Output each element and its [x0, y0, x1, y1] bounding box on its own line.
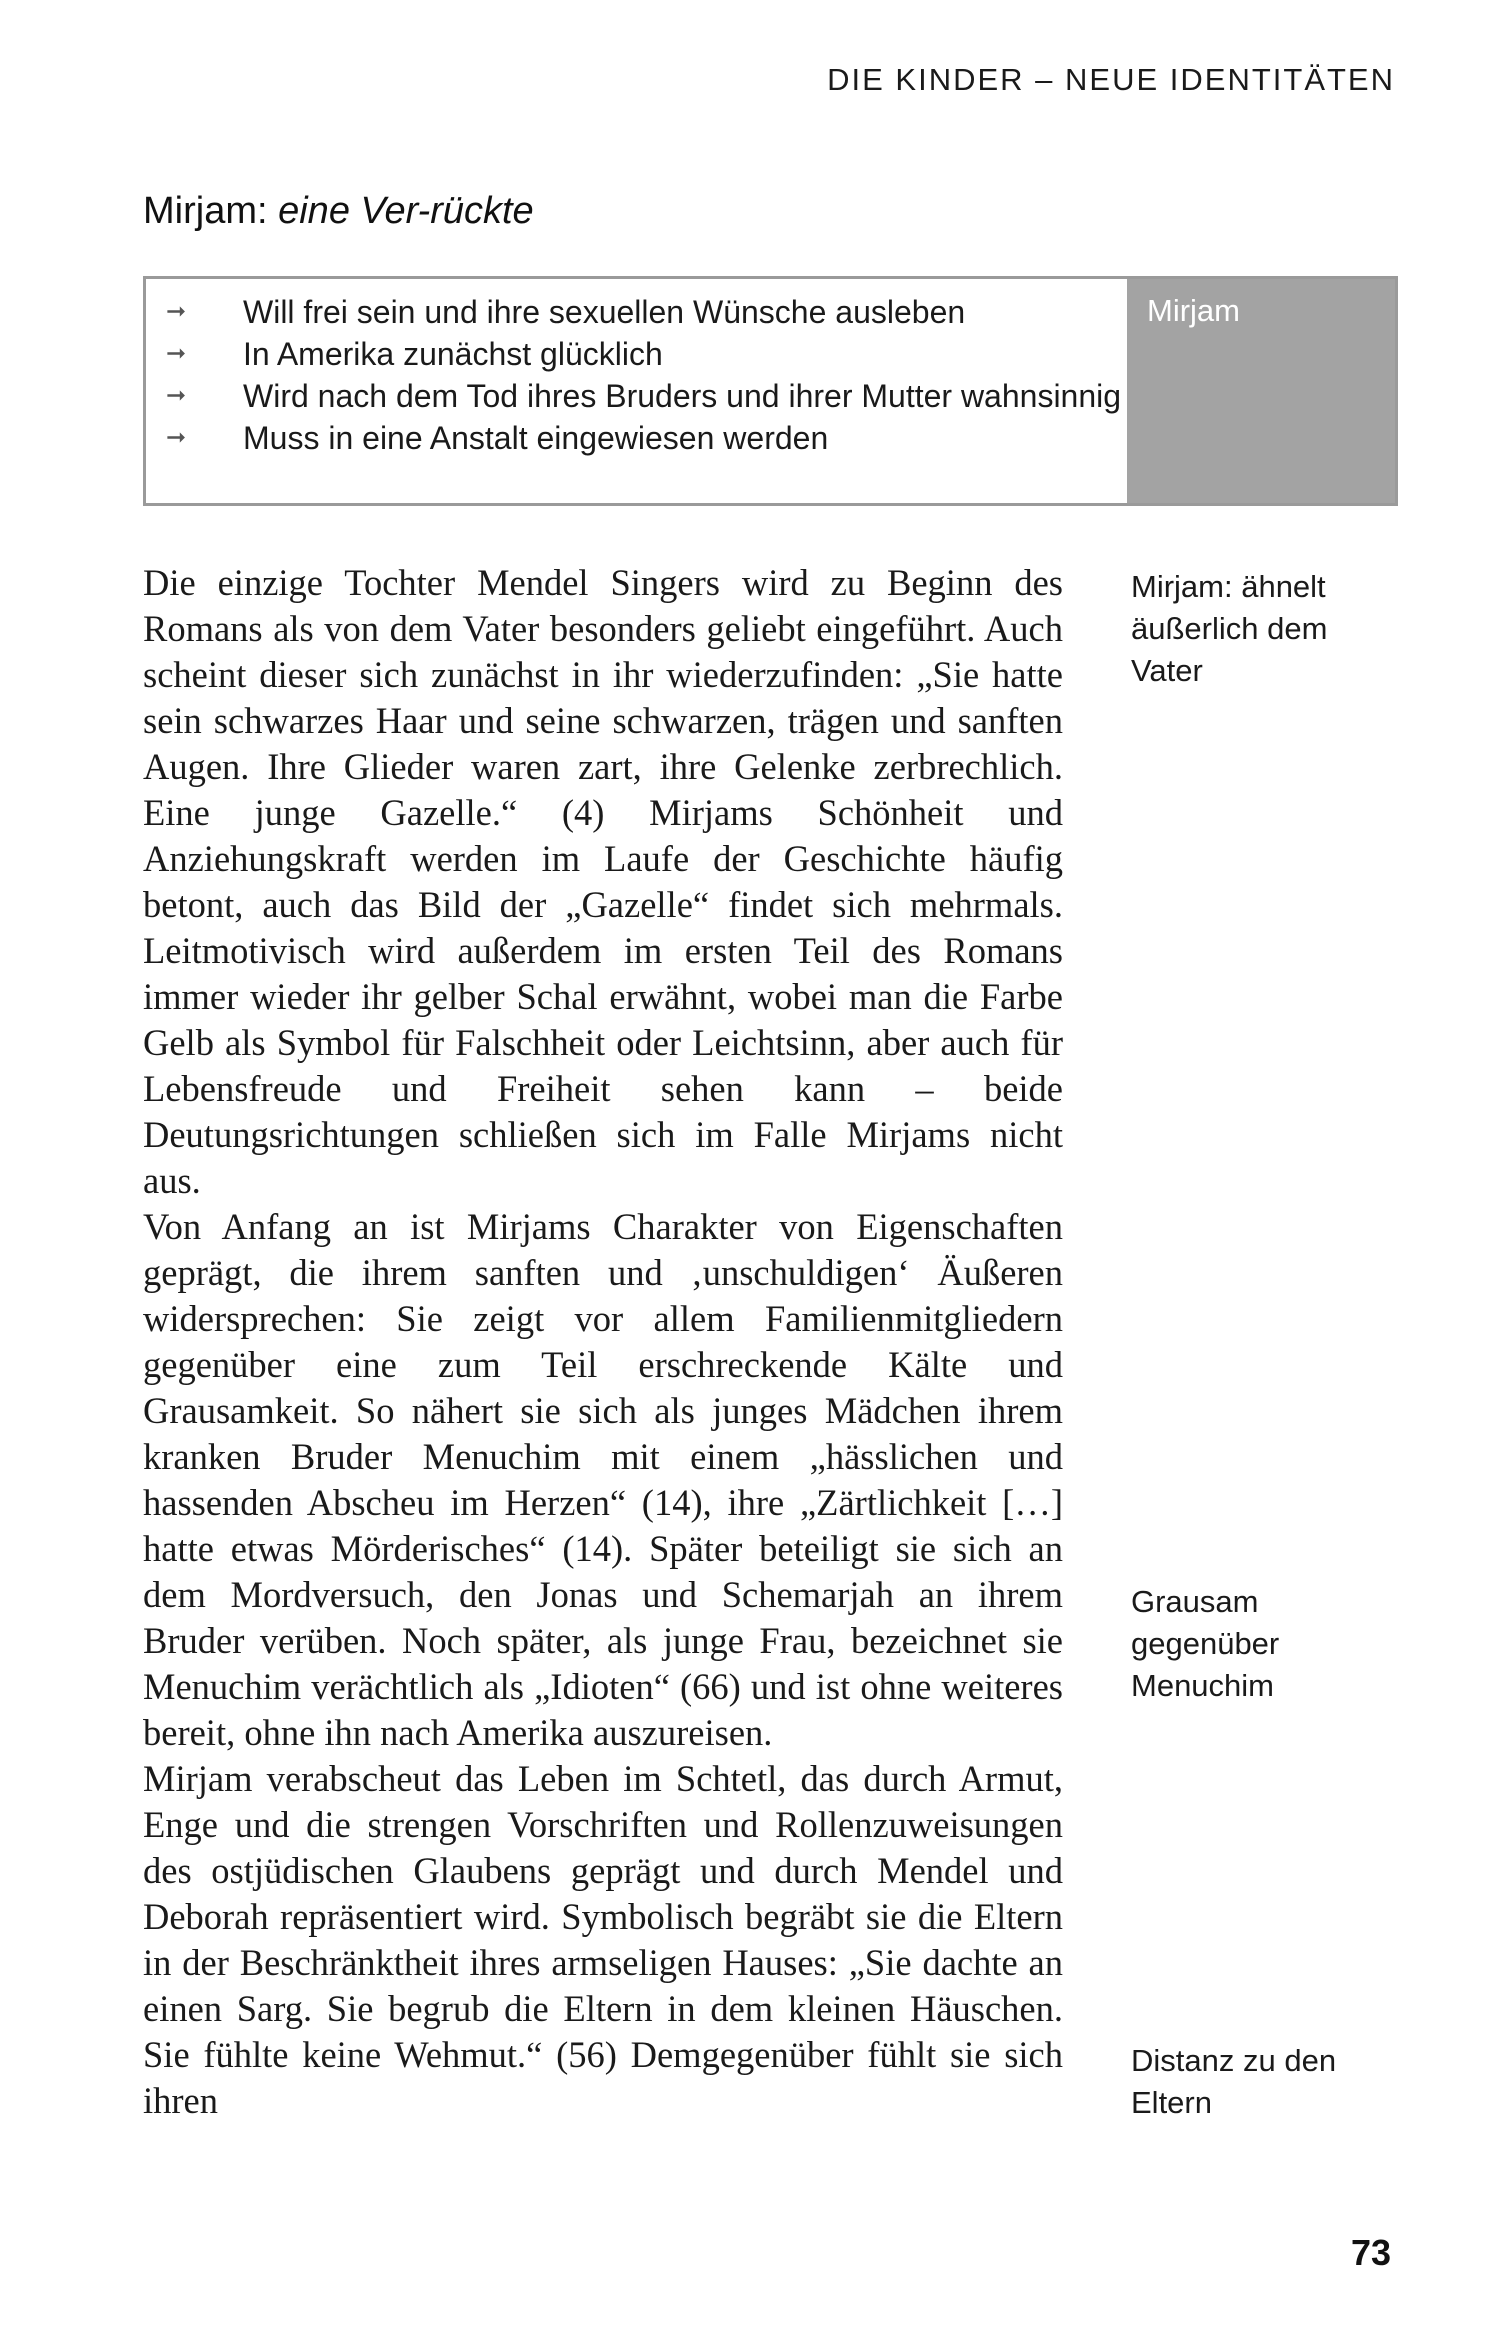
arrow-right-icon: ➞ [166, 424, 187, 451]
arrow-right-icon: ➞ [166, 382, 187, 409]
summary-list [146, 279, 1127, 503]
summary-item: ➞ Muss in eine Anstalt eingewiesen werden [146, 417, 1127, 459]
body-paragraph: Von Anfang an ist Mirjams Charakter von Eigenschaften geprägt, die ihrem sanften und ‚unschuldigen‘ Äußeren widersprechen: Sie zeigt vor allem Familienmitgliedern gegenüber eine zum Teil erschreckende Kälte und Grausamkeit. So nähert sie sich als junges Mädchen ihrem kranken Bruder Menuchim mit einem „hässlichen und hassenden Abscheu im Herzen“ (14), ihre „Zärtlichkeit […] hatte etwas Mörderisches“ (14). Später beteiligt sie sich an dem Mordversuch, den Jonas und Schemarjah an ihrem Bruder verüben. Noch später, als junge Frau, bezeichnet sie Menuchim verächtlich als „Idioten“ (66) und ist ohne weiteres bereit, ohne ihn nach Amerika auszureisen. [143, 1206, 1063, 1753]
arrow-right-icon: ➞ [166, 298, 187, 325]
arrow-right-icon: ➞ [166, 340, 187, 367]
section-title [143, 190, 534, 233]
summary-tag: Mirjam [1127, 279, 1395, 503]
body-text [143, 560, 1063, 2124]
margin-note: Distanz zu den Eltern [1131, 2043, 1337, 2120]
section-title-subtitle: eine Ver-rückte [278, 190, 534, 232]
summary-item: ➞ Will frei sein und ihre sexuellen Wünsche ausleben [146, 291, 1127, 333]
margin-note: Mirjam: ähnelt äußerlich dem Vater [1131, 569, 1328, 688]
running-head: DIE KINDER – NEUE IDENTITÄTEN [827, 62, 1395, 97]
margin-note: Grausam gegenüber Menuchim [1131, 1584, 1280, 1703]
summary-item: ➞ In Amerika zunächst glücklich [146, 333, 1127, 375]
section-title-name: Mirjam: [143, 190, 268, 232]
body-paragraph: Die einzige Tochter Mendel Singers wird zu Beginn des Romans als von dem Vater besonders geliebt eingeführt. Auch scheint dieser sich zunächst in ihr wiederzufinden: „Sie hatte sein schwarzes Haar und seine schwarzen, trägen und sanften Augen. Ihre Glieder waren zart, ihre Gelenke zerbrechlich. Eine junge Gazelle.“ (4) Mirjams Schönheit und Anziehungskraft werden im Laufe der Geschichte häufig betont, auch das Bild der „Gazelle“ findet sich mehrmals. Leitmotivisch wird außerdem im ersten Teil des Romans immer wieder ihr gelber Schal erwähnt, wobei man die Farbe Gelb als Symbol für Falschheit oder Leichtsinn, aber auch für Lebensfreude und Freiheit sehen kann – beide Deutungsrichtungen schließen sich im Falle Mirjams nicht aus. [143, 562, 1063, 1201]
body-paragraph: Mirjam verabscheut das Leben im Schtetl, das durch Armut, Enge und die strengen Vorschriften und Rollenzuweisungen des ostjüdischen Glaubens geprägt und durch Mendel und Deborah repräsentiert wird. Symbolisch begräbt sie die Eltern in der Beschränktheit ihres armseligen Hauses: „Sie dachte an einen Sarg. Sie begrub die Eltern in dem kleinen Häuschen. Sie fühlte keine Wehmut.“ (56) Demgegenüber fühlt sie sich ihren [143, 1758, 1063, 2121]
page-number: 73 [1350, 2232, 1391, 2273]
summary-item: ➞ Wird nach dem Tod ihres Bruders und ihrer Mutter wahnsinnig [146, 375, 1127, 417]
summary-box [143, 276, 1398, 506]
